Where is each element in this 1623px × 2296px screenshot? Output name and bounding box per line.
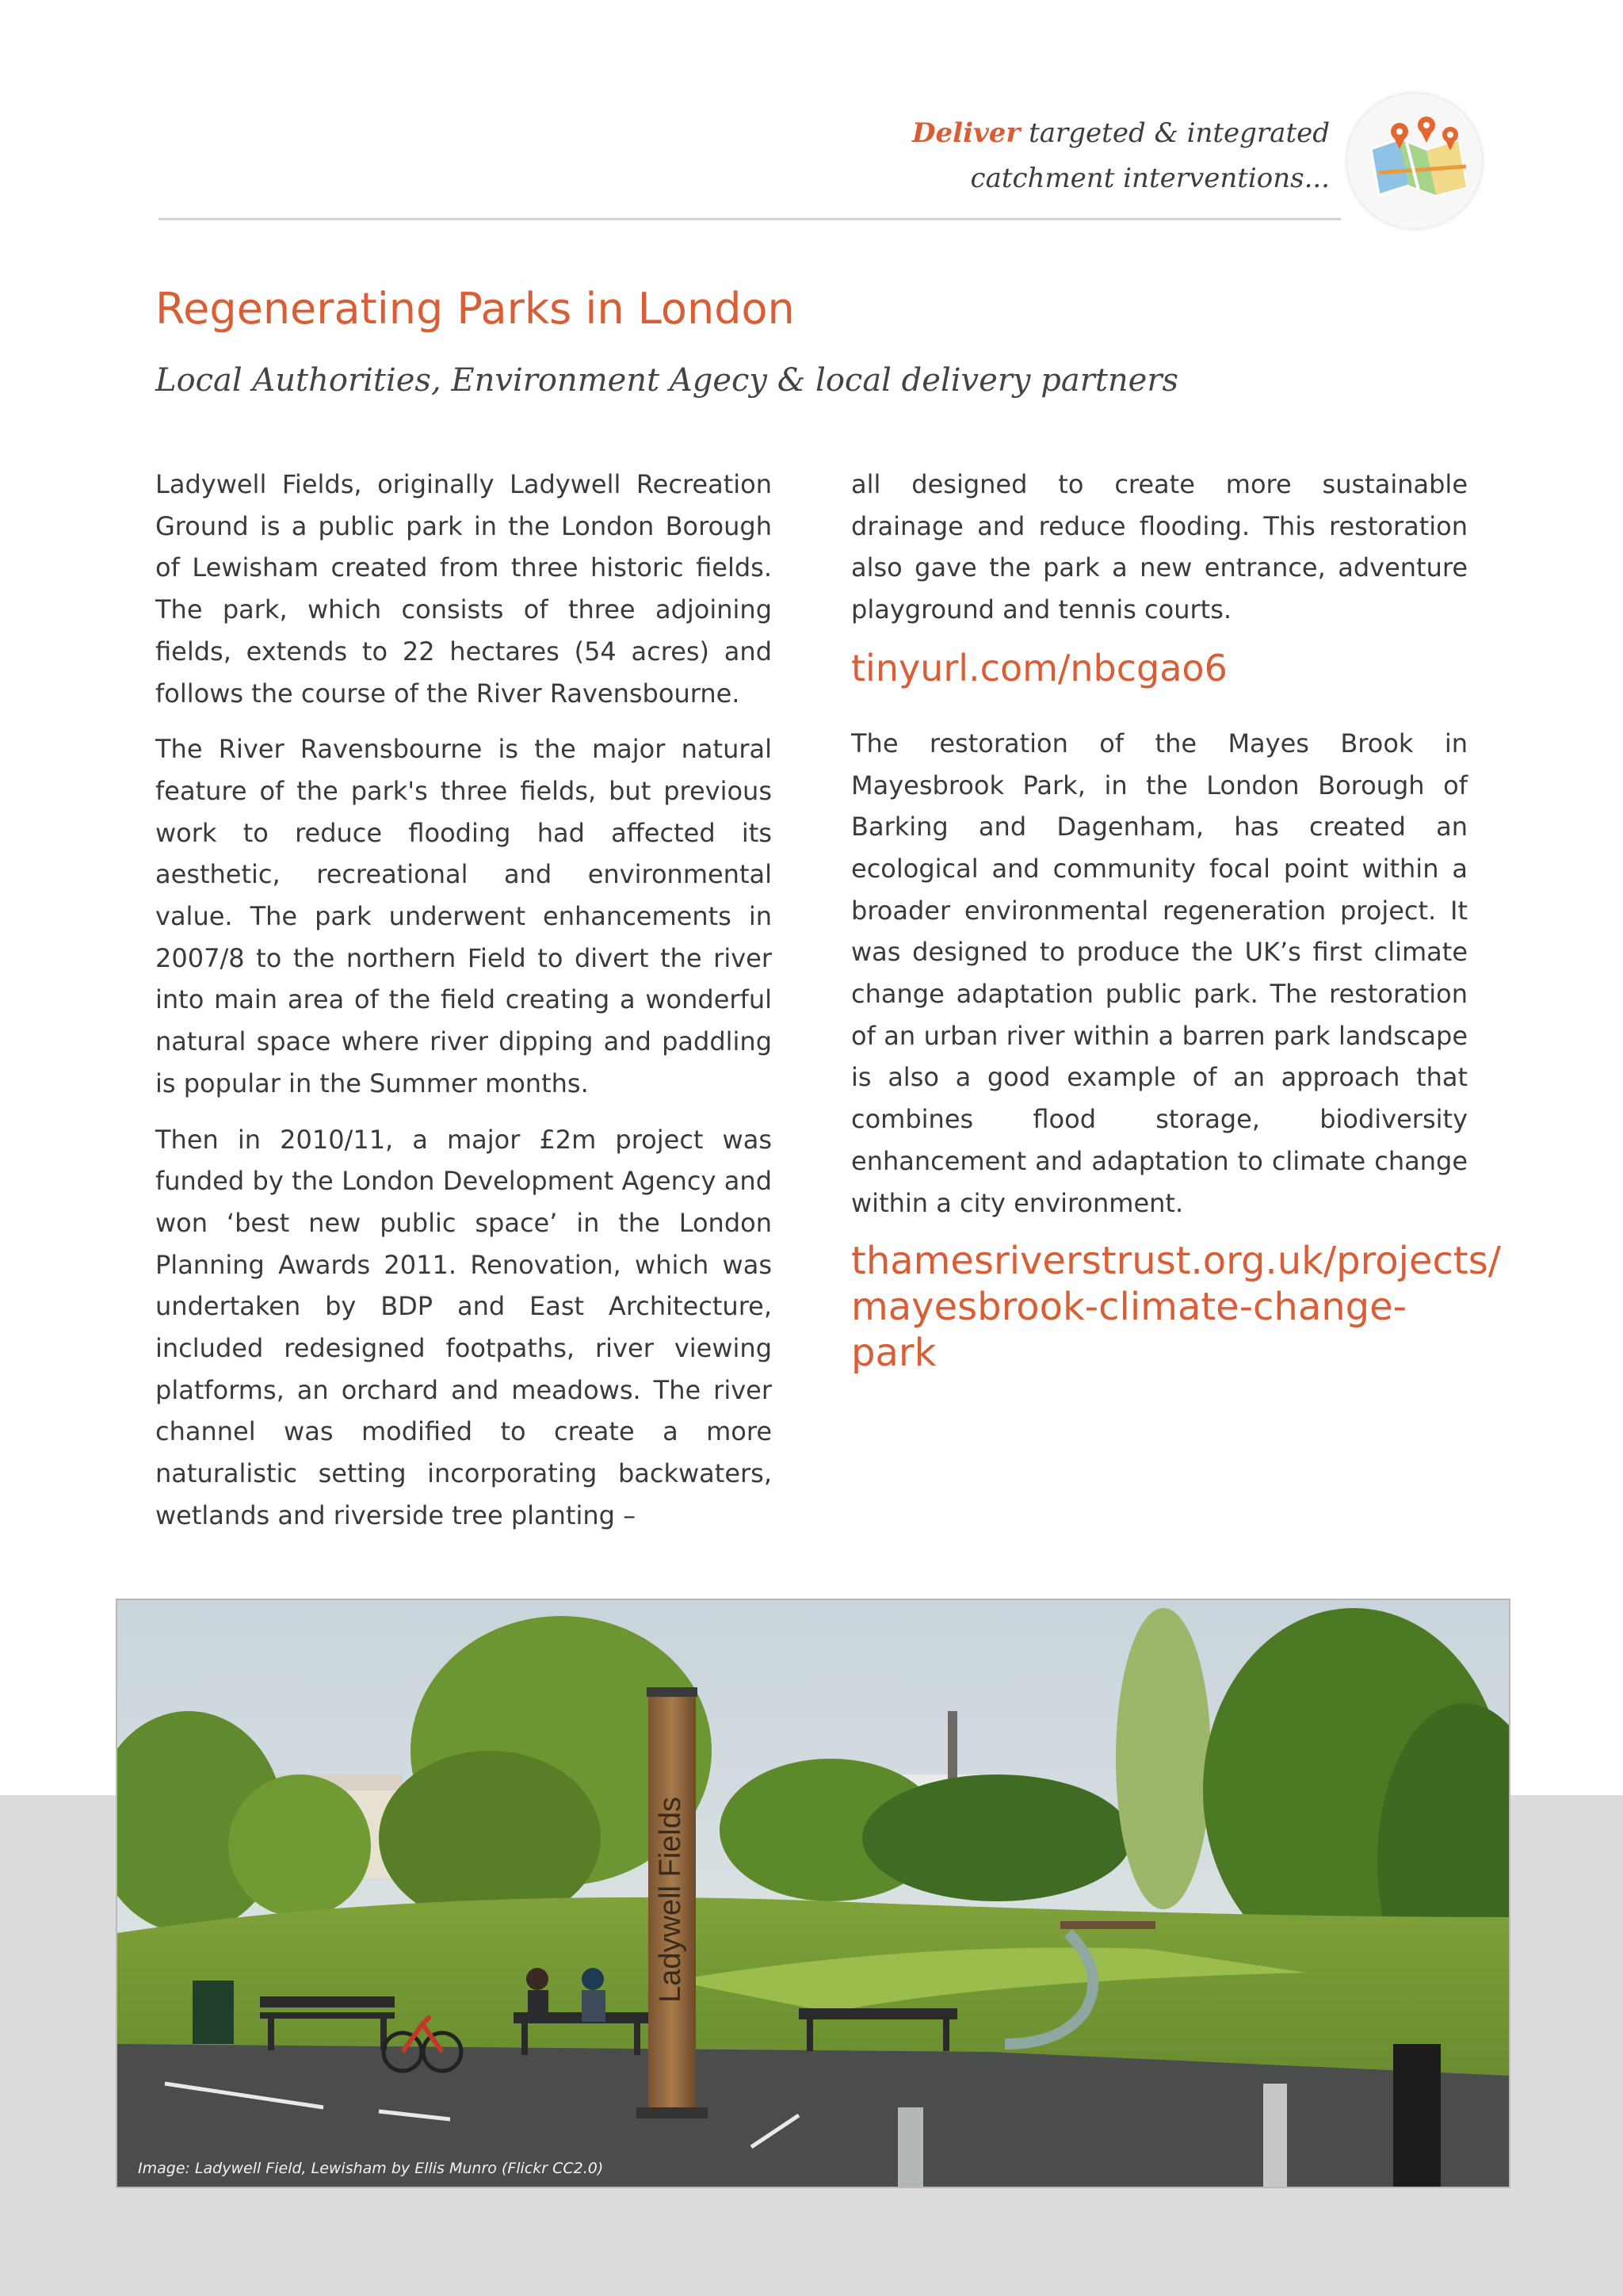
tinyurl-link[interactable]: tinyurl.com/nbcgao6 <box>851 646 1228 690</box>
left-column <box>155 464 772 1551</box>
link-line-1: thamesriverstrust.org.uk/projects/ <box>851 1239 1501 1284</box>
paragraph: The River Ravensbourne is the major natural feature of the park's three fields, but previous work to reduce flooding had affected its aesthetic, recreational and environmental value. The park underwent enhancements in 2007/8 to the northern Field to divert the river into main area of the field creating a wonderful natural space where river dipping and paddling is popular in the Summer months. <box>155 734 772 1098</box>
page-title: Regenerating Parks in London <box>155 284 795 334</box>
header-divider <box>158 218 1341 220</box>
paragraph: Then in 2010/11, a major £2m project was funded by the London Development Agency and won ‘best new public space’ in the London Planning Awards 2011. Renovation, which was undertaken by BDP and East Architecture, included redesigned footpaths, river viewing platforms, an orchard and meadows. The river channel was modified to create a more naturalistic setting incorporating backwaters, wetlands and riverside tree planting – <box>155 1124 772 1530</box>
header-tagline <box>775 111 1330 201</box>
photo-caption: Image: Ladywell Field, Lewisham by Ellis Munro (Flickr CC2.0) <box>138 2160 604 2177</box>
right-column <box>851 464 1501 1408</box>
thames-rivers-trust-link[interactable] <box>851 1238 1501 1376</box>
tagline-rest: targeted & integrated <box>1029 117 1330 149</box>
paragraph: all designed to create more sustainable drainage and reduce flooding. This restoration also gave the park a new entrance, adventure playground and tennis courts. <box>851 469 1468 625</box>
page-subtitle: Local Authorities, Environment Agecy & local delivery partners <box>155 362 1178 399</box>
link-line-2: mayesbrook-climate-change-park <box>851 1285 1407 1376</box>
sign-text: Ladywell Fields <box>654 1797 688 2003</box>
paragraph: The restoration of the Mayes Brook in Mayesbrook Park, in the London Borough of Barking and Dagenham, has created an ecological and community focal point within a broader environmental regeneration project. It was designed to produce the UK’s first climate change adaptation public park. The restoration of an urban river within a barren park landscape is also a good example of an approach that combines flood storage, biodiversity enhancement and adaptation to climate change within a city environment. <box>851 728 1468 1218</box>
park-photo <box>116 1599 1510 2188</box>
paragraph: Ladywell Fields, originally Ladywell Recreation Ground is a public park in the London Borough of Lewisham created from three historic fields. The park, which consists of three adjoining fields, extends to 22 hectares (54 acres) and follows the course of the River Ravensbourne. <box>155 469 772 709</box>
tagline-accent: Deliver <box>912 117 1021 149</box>
map-pins-icon <box>1347 94 1482 228</box>
tagline-line2: catchment interventions... <box>970 162 1330 194</box>
